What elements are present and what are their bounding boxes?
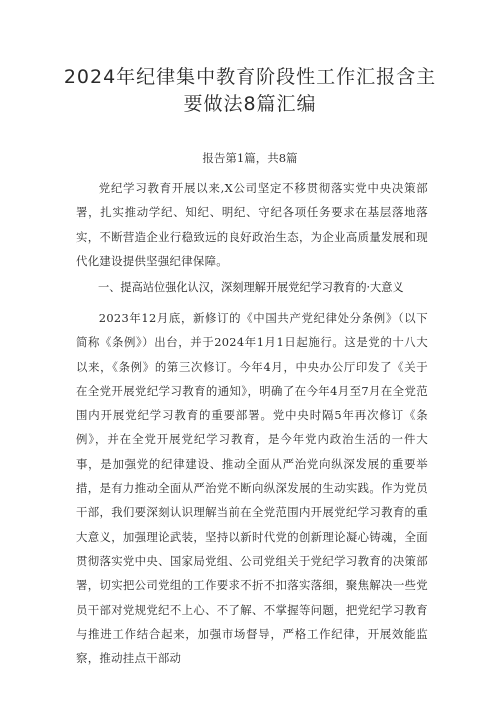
paragraph-section-1: 2023年12月底，新修订的《中国共产党纪律处分条例》（以下简称《条例》）出台，并于2024年1月1日起施行。这是党的十八大以来，《条例》的第三次修订。今年4月，中央办公厅印发了《关于在全党开展党纪学习教育的通知》，明确了在今年4月至7月在全党范围内开展党纪学习教育的重要部署。党中央时隔5年再次修订《条例》，并在全党开展党纪学习教育，是今年党内政治生活的一件大事，是加强党的纪律建设、推动全面从严治党向纵深发展的重要举措，是有力推动全面从严治党不断向纵深发展的生动实践。作为党员干部，我们要深刻认识理解当前在全党范围内开展党纪学习教育的重大意义，加强理论武装，坚持以新时代党的创新理论凝心铸魂，全面贯彻落实党中央、国家局党组、公司党组关于党纪学习教育的决策部署，切实把公司党组的工作要求不折不扣落实落细，聚焦解决一些党员干部对党规党纪不上心、不了解、不掌握等问题，把党纪学习教育与推进工作结合起来，加强市场督导，严格工作纪律，开展效能监察，推动挂点干部动 xyxy=(76,311,428,666)
section-heading-1: 一、提高站位强化认汉，深刻理解开展党纪学习教育的·大意义 xyxy=(98,281,404,294)
paragraph-intro: 党纪学习教育开展以来,X公司坚定不移贯彻落实党中央决策部署，扎实推动学纪、知纪、明纪、守纪各项任务要求在基层落地落实，不断营造企业行稳致远的良好政治生态，为企业高质量发展和现代化建设提供坚强纪律保障。 xyxy=(76,181,428,268)
document-subtitle: 报告第1篇，共8篇 xyxy=(202,151,298,165)
document-title: 2024年纪律集中教育阶段性工作汇报含主要做法8篇汇编 xyxy=(63,66,437,115)
